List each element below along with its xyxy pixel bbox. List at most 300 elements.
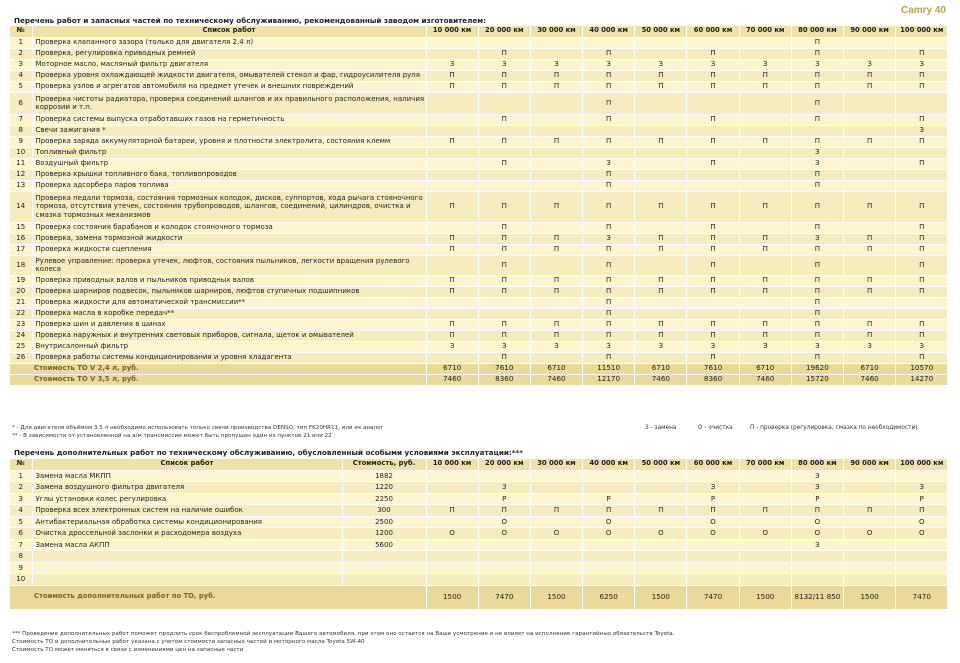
cell-mark: П [791,286,843,297]
col-header-mileage: 90 000 км [844,459,896,470]
cell-mark: З [478,341,530,352]
cost-value: 7460 [426,374,478,385]
cell-mark [478,37,530,48]
cell-mark: П [478,233,530,244]
cell-mark [687,92,739,114]
cell-mark: П [583,308,635,319]
table-row [10,222,948,233]
cell-mark: П [791,308,843,319]
row-number: 3 [10,59,32,70]
row-number: 5 [10,81,32,92]
table-row [10,516,948,528]
cell-mark: П [478,158,530,169]
row-description: Проверка системы выпуска отработавших газов на герметичность [32,114,426,125]
cell-mark: П [478,275,530,286]
row-description: Замена масла АКПП [32,539,342,551]
cost-row-2-4 [10,363,948,374]
section2-title: Перечень дополнительных работ по техническому обслуживанию, обусловленный особыми условиями эксплуатации:*** [14,448,524,457]
col-header-works: Список работ [32,459,342,470]
cell-mark [426,352,478,363]
cell-mark: П [791,70,843,81]
cell-mark: П [791,275,843,286]
cell-mark: П [583,169,635,180]
cost-value: 6710 [739,363,791,374]
row-description: Проверка жидкости сцепления [32,244,426,255]
cost-value: 6250 [583,585,635,609]
cell-mark [739,92,791,114]
cost-label: Стоимость ТО V 3,5 л, руб. [10,374,426,385]
row-number: 10 [10,147,32,158]
row-number: 6 [10,528,32,540]
table-row [10,244,948,255]
cell-mark [635,92,687,114]
cell-mark [478,574,530,586]
cost-value: 7610 [478,363,530,374]
cell-mark: П [896,158,948,169]
cell-mark: П [583,222,635,233]
cell-mark [896,147,948,158]
cell-mark: П [896,330,948,341]
row-description: Свечи зажигания * [32,125,426,136]
cell-mark: П [791,169,843,180]
cell-mark: П [583,505,635,517]
cell-mark [739,493,791,505]
cell-mark [635,48,687,59]
table-row [10,136,948,147]
table-header-row [10,26,948,37]
cell-mark: О [687,528,739,540]
cost-value: 7460 [844,374,896,385]
row-number: 2 [10,482,32,494]
table-row [10,493,948,505]
cell-mark [739,180,791,191]
table-row [10,70,948,81]
cell-mark [896,551,948,563]
row-description: Замена воздушного фильтра двигателя [32,482,342,494]
cell-mark [739,158,791,169]
cell-mark [896,297,948,308]
table-row [10,551,948,563]
cell-mark: О [426,528,478,540]
cell-mark: П [530,70,582,81]
cell-mark [739,562,791,574]
cell-mark: П [896,255,948,275]
cell-mark: П [896,114,948,125]
cell-mark: П [426,319,478,330]
cell-mark: З [583,233,635,244]
cell-mark: П [791,81,843,92]
cell-mark: П [687,191,739,222]
cell-mark: П [426,191,478,222]
row-number: 19 [10,275,32,286]
cell-mark: П [844,191,896,222]
row-description: Проверка педали тормоза, состояния тормозных колодок, дисков, суппортов, хода рычага стояночного тормоза, отсутствия утечек, состояния трубопроводов, шлангов, соединений, цилиндров, очистка и смазка тормозных механизмов [32,191,426,222]
cell-mark [739,169,791,180]
cell-mark: З [583,341,635,352]
cell-mark: П [583,319,635,330]
cell-mark [791,125,843,136]
cell-mark [844,516,896,528]
col-header-mileage: 30 000 км [530,459,582,470]
table-row [10,539,948,551]
cell-mark: З [426,59,478,70]
cost-value: 8360 [478,374,530,385]
cell-mark [844,551,896,563]
cell-mark: З [896,341,948,352]
cell-mark: П [844,81,896,92]
cell-mark: П [530,136,582,147]
cell-mark: З [896,59,948,70]
cost-label: Стоимость дополнительных работ по ТО, руб. [10,585,426,609]
table-row [10,528,948,540]
row-number: 4 [10,70,32,81]
legend-clean: О - очистка [698,425,733,431]
row-description: Очистка дроссельной заслонки и расходомера воздуха [32,528,342,540]
cell-mark: П [791,48,843,59]
row-description: Проверка крышки топливного бака, топливопроводов [32,169,426,180]
cell-mark: П [791,136,843,147]
row-description: Проверка масла в коробке передач** [32,308,426,319]
footnote-cost-oil: Стоимость ТО и дополнительных работ указана с учетом стоимости запасных частей и моторного масла Toyota 5W-40 [12,639,365,645]
cell-mark: П [426,81,478,92]
row-number: 1 [10,470,32,482]
cost-value: 10570 [896,363,948,374]
cell-mark: П [426,286,478,297]
cell-mark [530,551,582,563]
cell-mark [530,180,582,191]
cell-mark [635,158,687,169]
cell-mark: З [635,59,687,70]
cell-mark [687,297,739,308]
cell-mark: П [635,275,687,286]
cell-mark [583,574,635,586]
cell-mark [478,92,530,114]
cell-mark [530,352,582,363]
cell-mark [530,147,582,158]
cell-mark [896,574,948,586]
cell-mark [635,125,687,136]
cell-mark [687,125,739,136]
cell-mark: П [896,233,948,244]
cell-mark [426,562,478,574]
cell-mark [844,180,896,191]
cell-mark: П [687,48,739,59]
cell-mark: З [844,59,896,70]
cost-value: 1500 [530,585,582,609]
cell-mark: Р [583,493,635,505]
row-price: 2500 [342,516,426,528]
cell-mark: П [635,233,687,244]
cell-mark: П [635,330,687,341]
cell-mark: П [844,70,896,81]
row-description: Топливный фильтр [32,147,426,158]
cell-mark [530,482,582,494]
cell-mark [478,470,530,482]
cell-mark [426,158,478,169]
cell-mark: П [426,233,478,244]
cell-mark: З [478,482,530,494]
row-price: 1882 [342,470,426,482]
cell-mark [583,147,635,158]
row-description [32,562,342,574]
cell-mark: П [896,81,948,92]
cell-mark: П [687,255,739,275]
cell-mark [739,48,791,59]
cell-mark: П [635,81,687,92]
cell-mark [844,297,896,308]
table-row [10,147,948,158]
row-number: 11 [10,158,32,169]
table-row [10,275,948,286]
cell-mark: П [478,70,530,81]
row-description: Проверка адсорбера паров топлива [32,180,426,191]
cell-mark: З [791,59,843,70]
cost-value: 14270 [896,374,948,385]
cell-mark: П [687,275,739,286]
cell-mark: З [791,341,843,352]
cell-mark: П [896,352,948,363]
table-row [10,574,948,586]
cell-mark: П [739,275,791,286]
cell-mark: П [844,136,896,147]
cell-mark [844,352,896,363]
cell-mark [583,551,635,563]
cost-value: 7610 [687,363,739,374]
cell-mark [791,551,843,563]
cell-mark: О [896,528,948,540]
table-row [10,180,948,191]
cell-mark: П [791,222,843,233]
cost-value: 1500 [739,585,791,609]
cell-mark: Р [791,493,843,505]
cell-mark [844,539,896,551]
cell-mark: З [791,233,843,244]
cell-mark [844,147,896,158]
cell-mark [583,37,635,48]
cell-mark: П [791,330,843,341]
cell-mark [426,125,478,136]
cell-mark: О [478,516,530,528]
cell-mark: П [739,286,791,297]
col-header-mileage: 40 000 км [583,26,635,37]
row-description: Проверка всех электронных систем на наличие ошибок [32,505,342,517]
cell-mark: П [530,81,582,92]
cell-mark: П [739,319,791,330]
cell-mark [530,92,582,114]
table-row [10,470,948,482]
cell-mark [687,574,739,586]
cell-mark [530,539,582,551]
cell-mark: П [426,505,478,517]
cell-mark [635,169,687,180]
col-header-mileage: 10 000 км [426,459,478,470]
cell-mark: П [530,319,582,330]
cell-mark: З [635,341,687,352]
cost-value: 8360 [687,374,739,385]
table-row [10,286,948,297]
cell-mark: П [739,136,791,147]
row-description: Проверка, регулировка приводных ремней [32,48,426,59]
cell-mark: П [530,505,582,517]
cell-mark: П [844,505,896,517]
cell-mark: П [426,70,478,81]
cell-mark: З [791,482,843,494]
cell-mark: З [687,59,739,70]
row-number: 14 [10,191,32,222]
row-price: 300 [342,505,426,517]
row-description: Проверка узлов и агрегатов автомобиля на предмет утечек и внешних повреждений [32,81,426,92]
cell-mark [426,92,478,114]
cell-mark [426,493,478,505]
cell-mark: П [687,505,739,517]
cell-mark: П [687,70,739,81]
table-row [10,562,948,574]
row-price: 2250 [342,493,426,505]
cell-mark [896,169,948,180]
cost-value: 19620 [791,363,843,374]
row-price: 1220 [342,482,426,494]
row-description: Проверка приводных валов и пыльников приводных валов [32,275,426,286]
cell-mark [844,37,896,48]
table-row [10,319,948,330]
cell-mark: П [739,70,791,81]
row-description: Проверка состояния барабанов и колодок стояночного тормоза [32,222,426,233]
cell-mark: П [739,233,791,244]
cost-value: 7470 [687,585,739,609]
cost-value: 6710 [844,363,896,374]
cell-mark [426,180,478,191]
cell-mark: П [896,319,948,330]
brand-label: Camry 40 [900,5,946,16]
cost-value: 6710 [426,363,478,374]
cell-mark [635,114,687,125]
cell-mark: О [530,528,582,540]
cell-mark [426,574,478,586]
cell-mark [687,169,739,180]
table-row [10,59,948,70]
cell-mark: П [583,114,635,125]
cell-mark: П [426,136,478,147]
cell-mark: П [478,136,530,147]
cell-mark: П [583,136,635,147]
cell-mark [583,125,635,136]
row-number: 8 [10,551,32,563]
table-row [10,48,948,59]
cell-mark: П [478,352,530,363]
cell-mark [635,308,687,319]
cell-mark: О [635,528,687,540]
cell-mark [426,308,478,319]
cell-mark [844,158,896,169]
table-row [10,330,948,341]
cell-mark: П [687,158,739,169]
col-header-price: Стоимость, руб. [342,459,426,470]
table-row [10,37,948,48]
row-number: 7 [10,114,32,125]
cell-mark [530,125,582,136]
cell-mark [739,516,791,528]
col-header-mileage: 100 000 км [896,26,948,37]
cell-mark [739,114,791,125]
cell-mark: П [844,286,896,297]
row-number: 17 [10,244,32,255]
table-row [10,482,948,494]
row-number: 12 [10,169,32,180]
row-number: 2 [10,48,32,59]
cell-mark: З [583,158,635,169]
cell-mark [739,551,791,563]
footnote-price-change: Стоимость ТО может меняться в связи с изменениями цен на запасные части [12,647,244,653]
cell-mark: П [791,255,843,275]
row-description: Проверка шин и давления в шинах [32,319,426,330]
cell-mark: О [478,528,530,540]
cost-value: 6710 [635,363,687,374]
cell-mark [896,470,948,482]
row-number: 5 [10,516,32,528]
row-description: Замена масла МКПП [32,470,342,482]
cell-mark [635,482,687,494]
cost-value: 7460 [635,374,687,385]
col-header-number: № [10,459,32,470]
cell-mark [739,470,791,482]
cell-mark [687,539,739,551]
col-header-mileage: 20 000 км [478,459,530,470]
footnote-transmission: ** - В зависимости от установленной на а/м трансмиссии может быть пропущен один из пунктов 21 или 22 [12,433,332,439]
row-description: Проверка клапанного зазора (только для двигателя 2,4 л) [32,37,426,48]
row-number: 9 [10,562,32,574]
cell-mark [635,470,687,482]
col-header-mileage: 40 000 км [583,459,635,470]
col-header-mileage: 50 000 км [635,26,687,37]
row-description: Проверка шарниров подвесок, пыльников шарниров, люфтов ступичных подшипников [32,286,426,297]
cell-mark [896,37,948,48]
cell-mark [478,180,530,191]
legend-replace: З - замена [645,425,677,431]
cell-mark [739,539,791,551]
cell-mark: П [687,136,739,147]
cell-mark [530,37,582,48]
row-number: 4 [10,505,32,517]
cell-mark [635,493,687,505]
row-description: Проверка, замена тормозной жидкости [32,233,426,244]
cell-mark: О [791,528,843,540]
maintenance-table [10,26,948,386]
cell-mark [583,539,635,551]
cell-mark [739,352,791,363]
cell-mark [687,551,739,563]
cell-mark: П [687,319,739,330]
cell-mark [530,516,582,528]
row-number: 3 [10,493,32,505]
cell-mark: П [896,70,948,81]
cell-mark: Р [896,493,948,505]
cell-mark: П [687,233,739,244]
cell-mark: З [896,125,948,136]
cell-mark: П [478,114,530,125]
cell-mark [687,180,739,191]
cell-mark [844,308,896,319]
cell-mark: П [583,244,635,255]
cell-mark [739,222,791,233]
col-header-mileage: 60 000 км [687,459,739,470]
cell-mark: П [791,191,843,222]
cell-mark: Р [478,493,530,505]
cell-mark: О [739,528,791,540]
cell-mark: П [530,275,582,286]
table-row [10,191,948,222]
cell-mark [739,147,791,158]
row-price [342,551,426,563]
